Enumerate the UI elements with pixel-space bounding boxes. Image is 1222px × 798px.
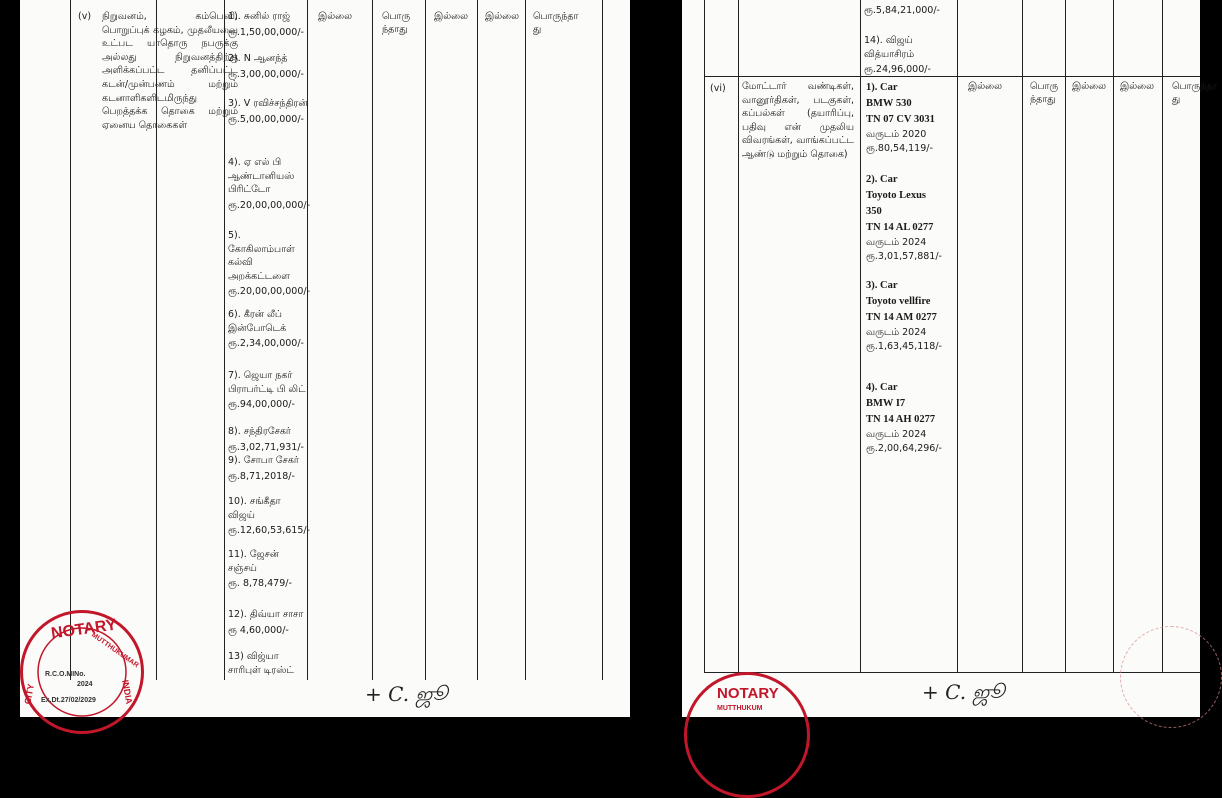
table-rule	[602, 0, 603, 680]
column-value: இல்லை	[1072, 81, 1107, 92]
stamp-title: NOTARY	[717, 685, 779, 702]
column-value: இல்லை	[1120, 81, 1155, 92]
table-rule	[372, 0, 373, 680]
notary-stamp	[20, 610, 144, 734]
column-value: இல்லை	[968, 81, 1003, 92]
embossed-seal-icon	[1120, 626, 1222, 728]
row-divider	[704, 76, 1200, 77]
table-rule	[1065, 0, 1066, 672]
signature: + C. ஜூ	[365, 682, 448, 706]
category-description: நிறுவனம், கம்பெனி, பொறுப்புக் கழகம், முதலீயவை உட்பட யாதொரு நபருக்கு அல்லது நிறுவனத்திற்கு அளிக்கப்பட்ட தனிப்பட்ட கடன்/முன்பணம் மற்றும் கடனாளிகளிடமிருந்து பெறத்தக்க தொகை மற்றும் ஏனைய தொகைகள்	[102, 11, 238, 131]
table-rule	[1162, 0, 1163, 672]
list-item: 4). ஏ எல் பி ஆண்டானியஸ் பிரிட்டோ ரூ.20,00,00,000/-	[228, 157, 311, 211]
column-value: பொரு ந்தாது	[382, 11, 411, 35]
list-item: 7). ஜெயா நகர் பிராபர்ட்டி பி லிட் ரூ.94,00,000/-	[228, 370, 306, 410]
column-value: இல்லை	[434, 11, 469, 22]
list-item: 8). சந்திரசேகர் ரூ.3,02,71,931/-	[228, 426, 304, 453]
list-item: 14). விஜய் வித்யாசிரம் ரூ.24,96,000/-	[864, 35, 931, 75]
list-item: 9). சோபா சேகர் ரூ.8,71,2018/-	[228, 455, 299, 482]
list-item: 1). சுனில் ராஜ் ரூ.1,50,00,000/-	[228, 11, 304, 38]
list-item: 3). Car Toyoto vellfire TN 14 AM 0277 வருடம் 2024 ரூ.1,63,45,118/-	[866, 280, 942, 352]
carried-amount: ரூ.5,84,21,000/-	[864, 5, 940, 16]
stamp-name: MUTTHUKUM	[717, 705, 763, 712]
list-item: 1). Car BMW 530 TN 07 CV 3031 வருடம் 2020 ரூ.80,54,119/-	[866, 82, 935, 154]
column-value: பொருந்தா து	[533, 11, 579, 35]
table-rule	[525, 0, 526, 680]
stamp-name: MUTTHUKUMAR	[90, 631, 140, 670]
stamp-date: Ex.Dt.27/02/2029	[41, 697, 96, 704]
document-page-left	[20, 0, 630, 717]
table-rule	[70, 0, 71, 680]
list-item: 2). Car Toyoto Lexus 350 TN 14 AL 0277 வருடம் 2024 ரூ.3,01,57,881/-	[866, 174, 942, 262]
list-item: 11). ஜேசன் சஞ்சய் ரூ. 8,78,479/-	[228, 549, 292, 589]
column-value: பொருந்தா து	[1172, 81, 1218, 105]
list-item: 2). N ஆனந்த் ரூ.3,00,00,000/-	[228, 53, 304, 80]
row-label: (vi)	[710, 83, 726, 94]
row-label: (v)	[78, 11, 92, 22]
stamp-title: NOTARY	[50, 616, 118, 643]
notary-stamp	[684, 672, 810, 798]
table-rule	[704, 0, 705, 672]
list-item: 12). திவ்யா சாசா ரூ 4,60,000/-	[228, 609, 304, 636]
table-rule	[477, 0, 478, 680]
table-rule	[738, 0, 739, 672]
table-rule	[957, 0, 958, 672]
column-value: இல்லை	[485, 11, 520, 22]
signature: + C. ஜூ	[922, 680, 1005, 704]
column-value: இல்லை	[318, 11, 353, 22]
stamp-right-word: INDIA	[120, 679, 135, 705]
stamp-year: 2024	[77, 681, 93, 688]
list-item: 3). V ரவிச்சந்திரன் ரூ.5,00,00,000/-	[228, 98, 308, 125]
document-page-right	[682, 0, 1218, 717]
table-rule	[425, 0, 426, 680]
list-item: 10). சங்கீதா விஜய் ரூ.12,60,53,615/-	[228, 496, 311, 536]
table-rule	[1113, 0, 1114, 672]
list-item: 13) விஜ்யா சாரிபுள் டிரஸ்ட்	[228, 651, 294, 676]
list-item: 5). கோகிலாம்பாள் கல்வி அறக்கட்டளை ரூ.20,00,00,000/-	[228, 230, 311, 297]
table-rule	[860, 0, 861, 672]
stamp-reg: R.C.O.MINo.	[45, 671, 86, 678]
list-item: 6). கீரன் லீப் இன்போடெக் ரூ.2,34,00,000/-	[228, 309, 304, 349]
table-rule	[1022, 0, 1023, 672]
category-description: மோட்டார் வண்டிகள், வானூர்திகள், படகுகள், கப்பல்கள் (தயாரிப்பு, பதிவு என் முதலிய விவரங்கள், வாங்கப்பட்ட ஆண்டு மற்றும் தொகை)	[742, 81, 854, 160]
list-item: 4). Car BMW I7 TN 14 AH 0277 வருடம் 2024 ரூ.2,00,64,296/-	[866, 382, 942, 454]
stamp-left-word: CITY	[22, 683, 36, 705]
column-value: பொரு ந்தாது	[1030, 81, 1059, 105]
